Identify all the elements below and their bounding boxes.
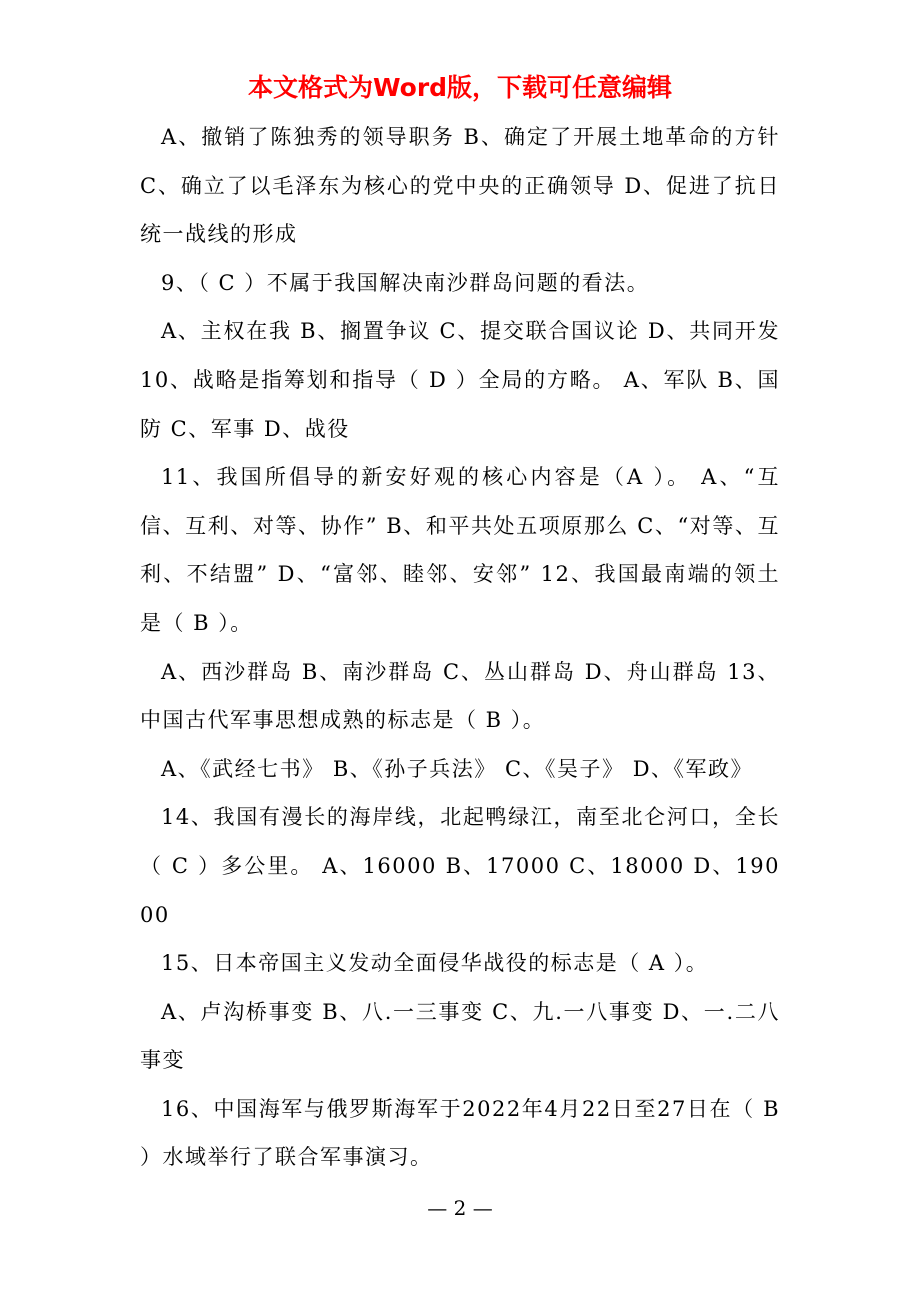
paragraph-q13-options: A、《武经七书》 B、《孙子兵法》 C、《吴子》 D、《军政》 xyxy=(161,756,754,781)
paragraph-q12-options-q13: A、西沙群岛 B、南沙群岛 C、丛山群岛 D、舟山群岛 13、中国古代军事思想成熟的标志是（ B ）。 xyxy=(140,659,780,733)
paragraph-q14: 14、我国有漫长的海岸线，北起鸭绿江，南至北仑河口，全长（ C ）多公里。 A、16000 B、17000 C、18000 D、19000 xyxy=(140,805,780,927)
paragraph-q15: 15、日本帝国主义发动全面侵华战役的标志是（ A ）。 xyxy=(161,951,709,976)
paragraph-q8-options: A、撤销了陈独秀的领导职务 B、确定了开展土地革命的方针 C、确立了以毛泽东为核心的党中央的正确领导 D、促进了抗日统一战线的形成 xyxy=(140,125,780,247)
editable-format-banner: 本文格式为Word版，下载可任意编辑 xyxy=(247,73,673,102)
paragraph-q15-options: A、卢沟桥事变 B、八.一三事变 C、九.一八事变 D、一.二八事变 xyxy=(140,999,780,1073)
page-number: — 2 — xyxy=(427,1196,493,1220)
paragraph-q11-q12: 11、我国所倡导的新安好观的核心内容是（A ）。 A、“互信、互利、对等、协作” B、和平共处五项原那么 C、“对等、互利、不结盟” D、“富邻、睦邻、安邻” 12、我国最南端的领土是（ B ）。 xyxy=(140,465,780,635)
document-body xyxy=(140,113,780,1182)
paragraph-q9: 9、（ C ）不属于我国解决南沙群岛问题的看法。 xyxy=(161,270,650,295)
paragraph-q16: 16、中国海军与俄罗斯海军于2022年4月22日至27日在（ B ）水域举行了联合军事演习。 xyxy=(140,1096,780,1170)
paragraph-q9-options-q10: A、主权在我 B、搁置争议 C、提交联合国议论 D、共同开发 10、战略是指筹划和指导（ D ）全局的方略。 A、军队 B、国防 C、军事 D、战役 xyxy=(140,319,780,441)
